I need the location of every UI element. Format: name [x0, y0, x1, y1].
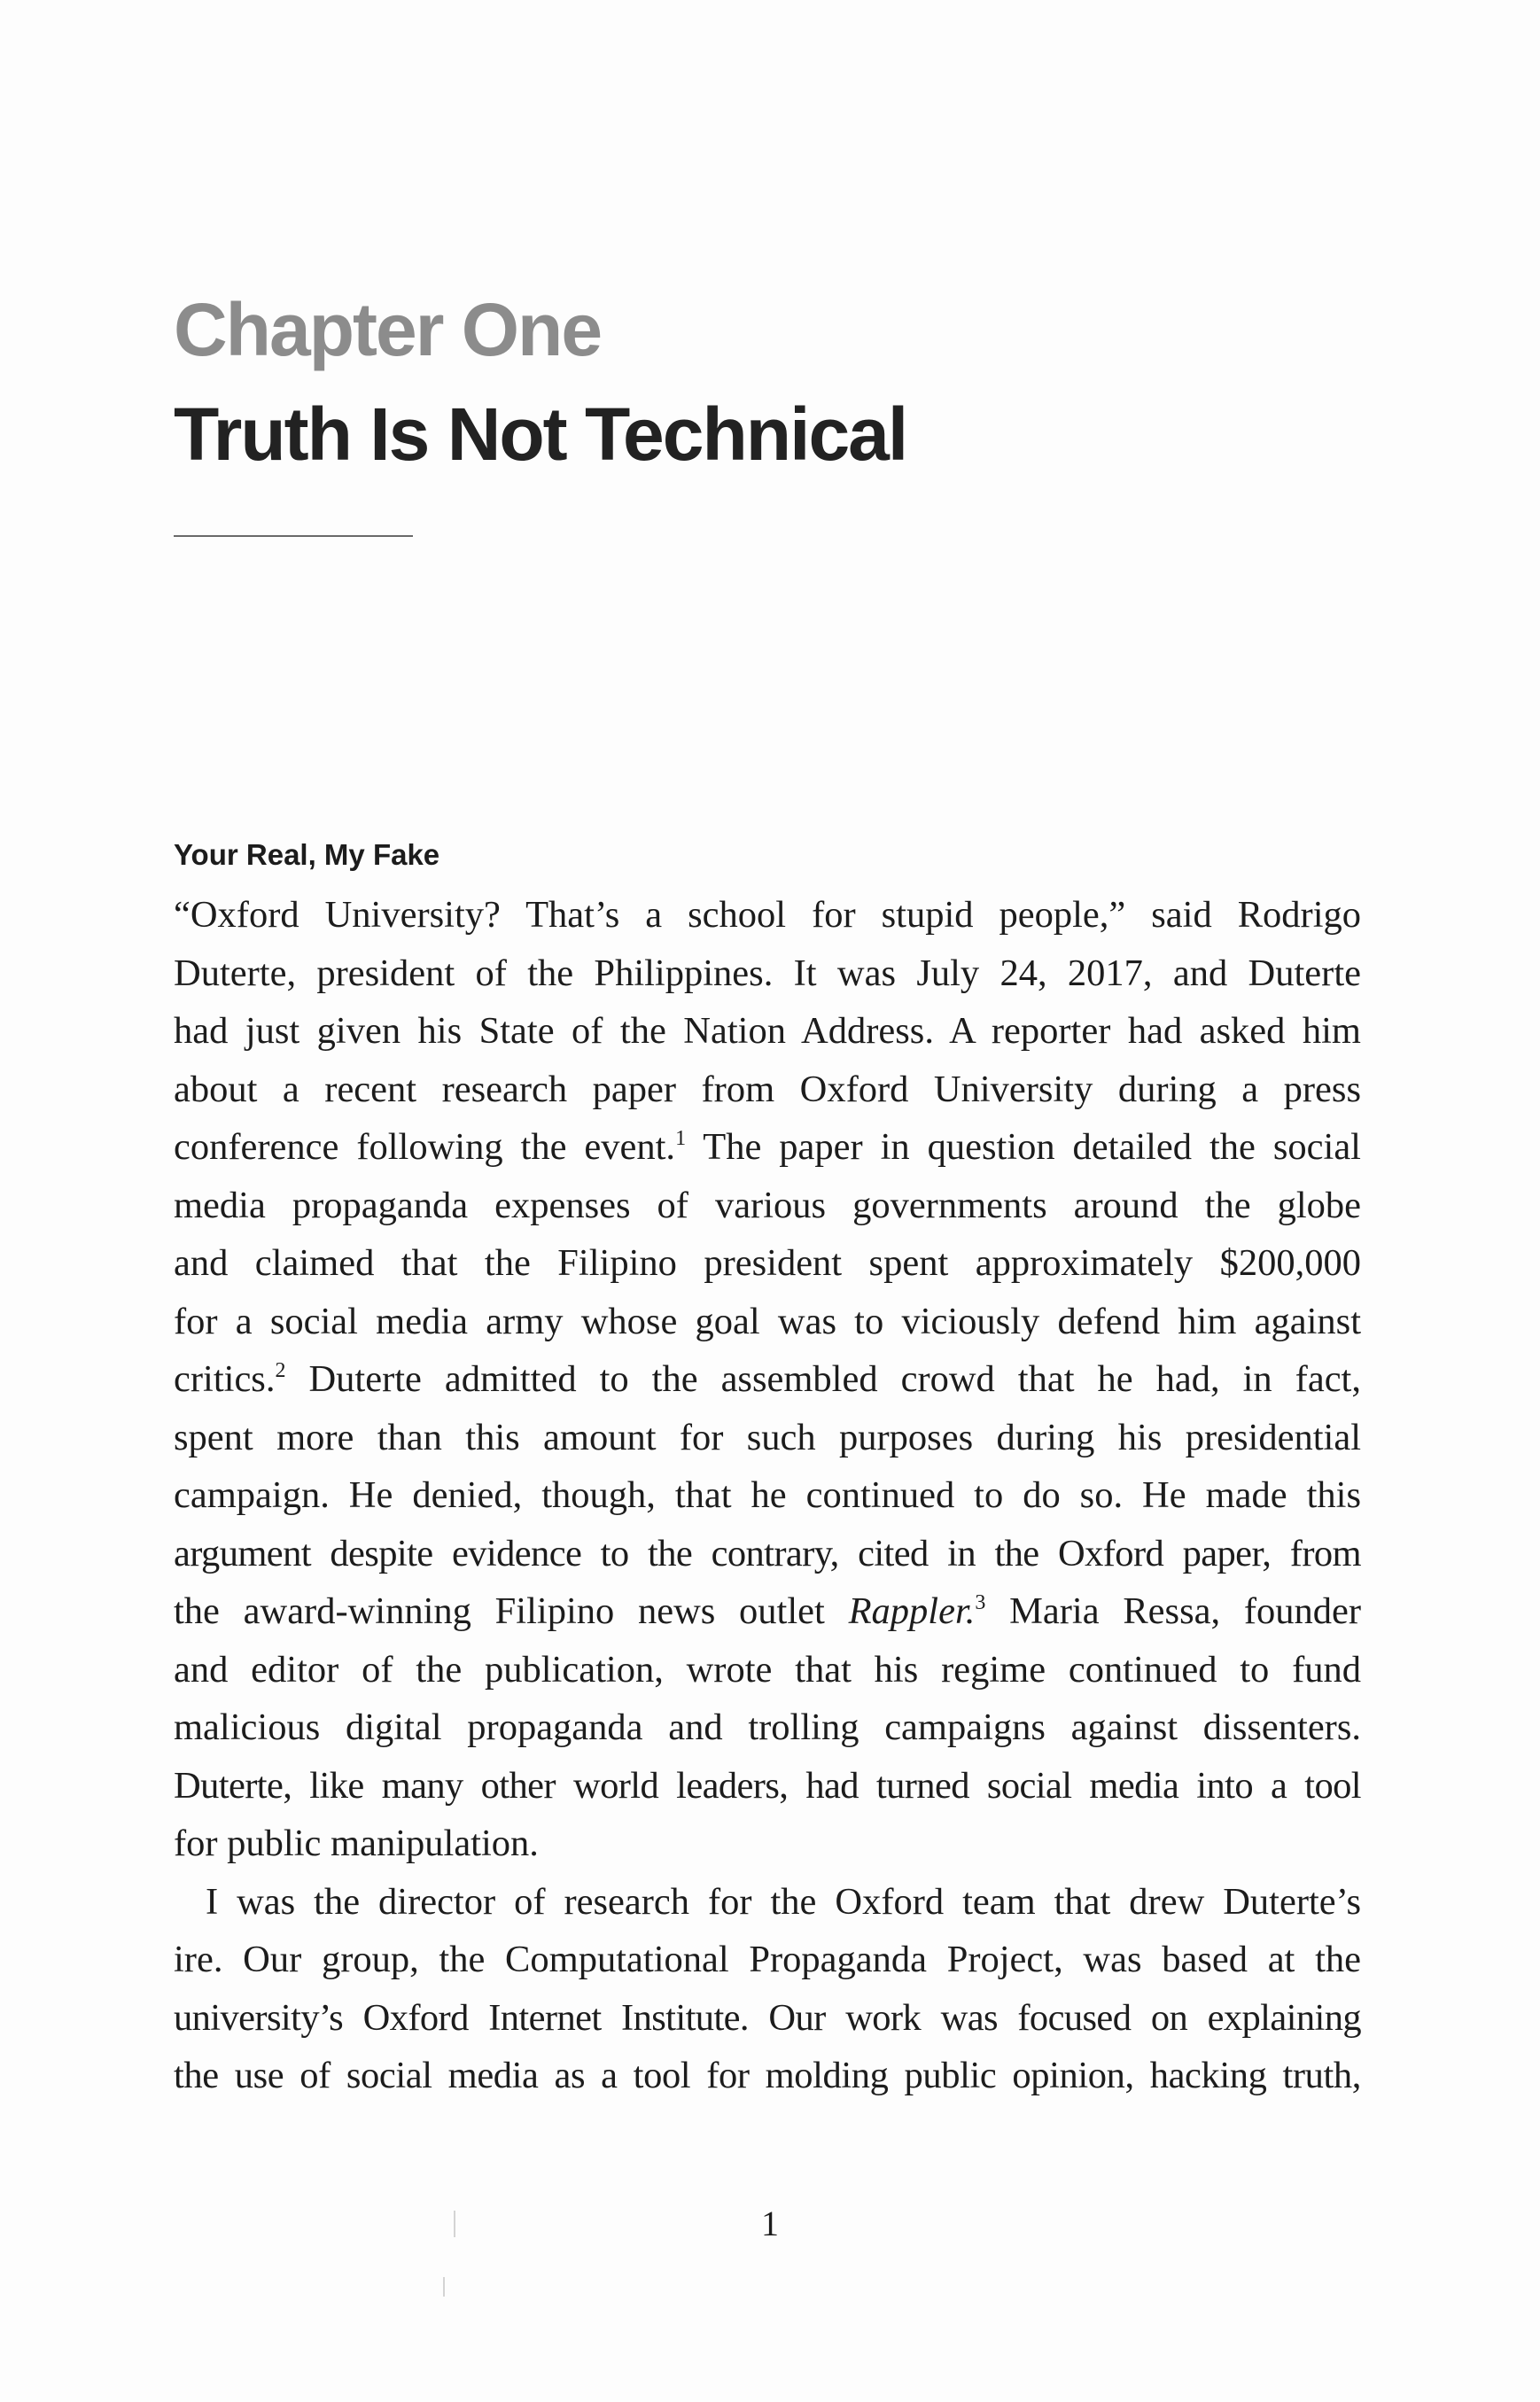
section-heading: Your Real, My Fake [174, 838, 440, 871]
text-line: Duterte, like many other world leaders, had turned social media into a tool [174, 1764, 1361, 1807]
chapter-label: Chapter One [174, 288, 602, 371]
body-text [174, 886, 1361, 2105]
text-line: and claimed that the Filipino president spent approximately $200,000 [174, 1242, 1361, 1284]
footnote-marker: 3 [975, 1591, 986, 1614]
text-line: about a recent research paper from Oxford University during a press [174, 1068, 1361, 1110]
paragraph-2 [174, 1873, 1361, 2105]
text-line: and editor of the publication, wrote that his regime continued to fund [174, 1648, 1361, 1691]
chapter-title: Truth Is Not Technical [174, 393, 907, 476]
text-segment: the award-winning Filipino news outlet [174, 1590, 849, 1632]
text-line: argument despite evidence to the contrary, cited in the Oxford paper, from [174, 1532, 1361, 1574]
title-rule [174, 535, 413, 537]
text-line: media propaganda expenses of various governments around the globe [174, 1184, 1361, 1226]
text-line: the use of social media as a tool for molding public opinion, hacking truth, [174, 2055, 1361, 2096]
scan-artifact [443, 2277, 445, 2297]
text-line: Duterte, president of the Philippines. It was July 24, 2017, and Duterte [174, 952, 1361, 994]
text-line: had just given his State of the Nation Address. A reporter had asked him [174, 1010, 1361, 1052]
text-line [174, 1350, 1361, 1409]
text-line: for public manipulation. [174, 1823, 539, 1864]
scan-artifact [454, 2211, 455, 2237]
text-segment: Maria Ressa, founder [985, 1590, 1361, 1632]
paragraph-1 [174, 886, 1361, 1873]
text-line: for a social media army whose goal was to viciously defend him against [174, 1300, 1361, 1342]
text-line: spent more than this amount for such purposes during his presidential [174, 1416, 1361, 1458]
text-line: “Oxford University? That’s a school for stupid people,” said Rodrigo [174, 894, 1361, 936]
text-line [174, 1118, 1361, 1177]
text-line: university’s Oxford Internet Institute. Our work was focused on explaining [174, 1996, 1361, 2039]
page-number: 1 [761, 2204, 779, 2243]
text-line: I was the director of research for the Oxford team that drew Duterte’s [206, 1880, 1361, 1923]
publication-name: Rappler. [848, 1590, 976, 1632]
text-segment: The paper in question detailed the social [686, 1126, 1361, 1168]
text-line: ire. Our group, the Computational Propaganda Project, was based at the [174, 1939, 1361, 1980]
text-line: campaign. He denied, though, that he continued to do so. He made this [174, 1474, 1361, 1516]
text-line: malicious digital propaganda and trolling campaigns against dissenters. [174, 1706, 1361, 1748]
text-line [174, 1582, 1361, 1641]
text-segment: Duterte admitted to the assembled crowd that he had, in fact, [285, 1358, 1361, 1400]
footnote-marker: 1 [675, 1127, 687, 1150]
text-segment: conference following the event. [174, 1126, 676, 1168]
text-segment: critics. [174, 1358, 276, 1400]
footnote-marker: 2 [275, 1359, 286, 1382]
